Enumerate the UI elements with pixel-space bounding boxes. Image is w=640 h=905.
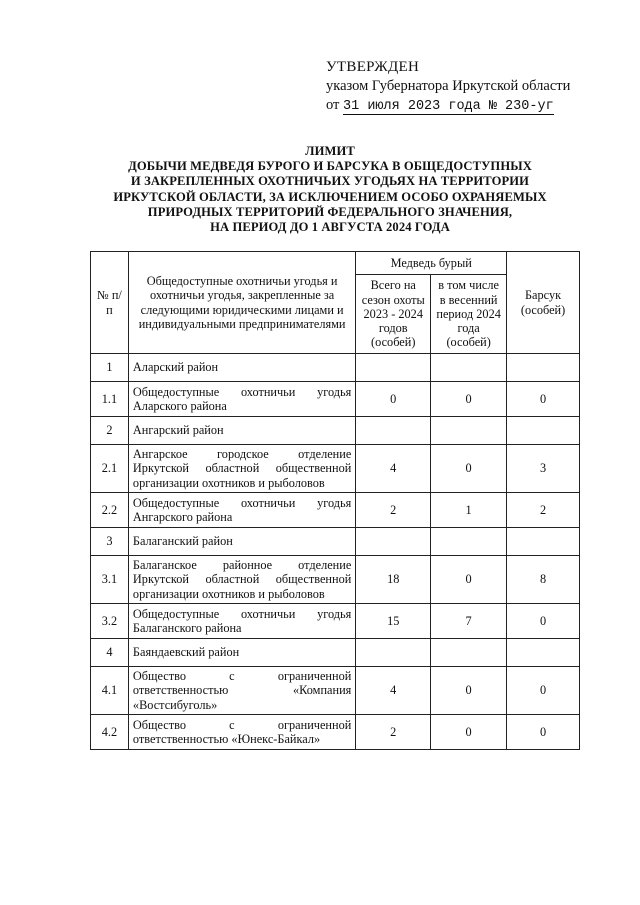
approval-date-number: 31 июля 2023 года № 230-уг	[343, 99, 554, 114]
approval-prefix: от	[326, 97, 340, 113]
document-title	[60, 144, 600, 235]
header-bear-spring: в том числе в весенний период 2024 года (особей)	[431, 275, 507, 354]
table-row	[91, 667, 580, 715]
row-bear-total: 4	[356, 445, 431, 493]
table-row	[91, 354, 580, 382]
row-badger: 2	[507, 493, 580, 528]
header-bear-total: Всего на сезон охоты 2023 - 2024 годов (особей)	[356, 275, 431, 354]
table-row	[91, 528, 580, 556]
approval-decree: указом Губернатора Иркутской области	[326, 78, 571, 94]
row-num: 2.1	[91, 445, 129, 493]
row-bear-total: 2	[356, 493, 431, 528]
row-bear-spring: 0	[431, 715, 507, 750]
row-badger: 8	[507, 556, 580, 604]
row-bear-total	[356, 354, 431, 382]
row-bear-spring: 1	[431, 493, 507, 528]
title-line: ДОБЫЧИ МЕДВЕДЯ БУРОГО И БАРСУКА В ОБЩЕДОСТУПНЫХ	[128, 159, 532, 174]
row-badger	[507, 639, 580, 667]
title-line: И ЗАКРЕПЛЕННЫХ ОХОТНИЧЬИХ УГОДЬЯХ НА ТЕРРИТОРИИ	[130, 174, 530, 189]
row-badger	[507, 354, 580, 382]
row-num: 4.1	[91, 667, 129, 715]
row-num: 1	[91, 354, 129, 382]
header-num: № п/п	[91, 252, 129, 354]
table-row	[91, 556, 580, 604]
row-num: 2	[91, 417, 129, 445]
approval-heading: УТВЕРЖДЕН	[326, 59, 420, 75]
row-bear-spring	[431, 354, 507, 382]
row-name: Общедоступные охотничьи угодья Ангарского района	[128, 493, 355, 528]
row-bear-total: 18	[356, 556, 431, 604]
row-bear-total	[356, 528, 431, 556]
row-bear-total: 0	[356, 382, 431, 417]
row-name: Баяндаевский район	[128, 639, 355, 667]
row-bear-spring	[431, 528, 507, 556]
row-num: 3.1	[91, 556, 129, 604]
row-bear-total	[356, 639, 431, 667]
table-row	[91, 417, 580, 445]
table-row	[91, 715, 580, 750]
row-bear-spring: 0	[431, 445, 507, 493]
table-row	[91, 382, 580, 417]
row-bear-spring: 7	[431, 604, 507, 639]
row-name: Балаганское районное отделение Иркутской областной общественной организации охотников и рыболовов	[128, 556, 355, 604]
row-bear-total: 2	[356, 715, 431, 750]
row-name: Балаганский район	[128, 528, 355, 556]
row-badger	[507, 528, 580, 556]
row-name: Аларский район	[128, 354, 355, 382]
title-line: ПРИРОДНЫХ ТЕРРИТОРИЙ ФЕДЕРАЛЬНОГО ЗНАЧЕНИЯ,	[147, 204, 513, 219]
row-num: 4.2	[91, 715, 129, 750]
row-num: 1.1	[91, 382, 129, 417]
header-bear-group: Медведь бурый	[356, 252, 507, 275]
row-bear-total: 15	[356, 604, 431, 639]
row-badger: 0	[507, 715, 580, 750]
row-bear-total: 4	[356, 667, 431, 715]
row-num: 3.2	[91, 604, 129, 639]
row-name: Общество с ограниченной ответственностью «Юнекс-Байкал»	[128, 715, 355, 750]
row-bear-spring: 0	[431, 667, 507, 715]
title-line: НА ПЕРИОД ДО 1 АВГУСТА 2024 ГОДА	[210, 220, 450, 235]
header-badger: Барсук (особей)	[507, 252, 580, 354]
table-row	[91, 493, 580, 528]
title-line: ЛИМИТ	[305, 144, 355, 158]
row-name: Общество с ограниченной ответственностью «Компания «Востсибуголь»	[128, 667, 355, 715]
row-bear-spring	[431, 639, 507, 667]
row-bear-spring: 0	[431, 382, 507, 417]
row-name: Ангарское городское отделение Иркутской областной общественной организации охотников и рыболовов	[128, 445, 355, 493]
row-badger	[507, 417, 580, 445]
title-line: ИРКУТСКОЙ ОБЛАСТИ, ЗА ИСКЛЮЧЕНИЕМ ОСОБО ОХРАНЯЕМЫХ	[113, 189, 547, 204]
approval-date-line	[326, 96, 626, 116]
row-bear-total	[356, 417, 431, 445]
header-lands: Общедоступные охотничьи угодья и охотничьи угодья, закрепленные за следующими юридическими лицами и индивидуальными предпринимателями	[128, 252, 355, 354]
row-num: 3	[91, 528, 129, 556]
table-row	[91, 639, 580, 667]
row-badger: 0	[507, 667, 580, 715]
table-row	[91, 445, 580, 493]
limits-table	[90, 251, 580, 750]
row-badger: 0	[507, 604, 580, 639]
table-row	[91, 604, 580, 639]
row-num: 2.2	[91, 493, 129, 528]
approval-block	[326, 58, 626, 116]
row-name: Ангарский район	[128, 417, 355, 445]
row-bear-spring	[431, 417, 507, 445]
row-badger: 3	[507, 445, 580, 493]
row-badger: 0	[507, 382, 580, 417]
row-bear-spring: 0	[431, 556, 507, 604]
row-num: 4	[91, 639, 129, 667]
row-name: Общедоступные охотничьи угодья Балаганского района	[128, 604, 355, 639]
row-name: Общедоступные охотничьи угодья Аларского района	[128, 382, 355, 417]
